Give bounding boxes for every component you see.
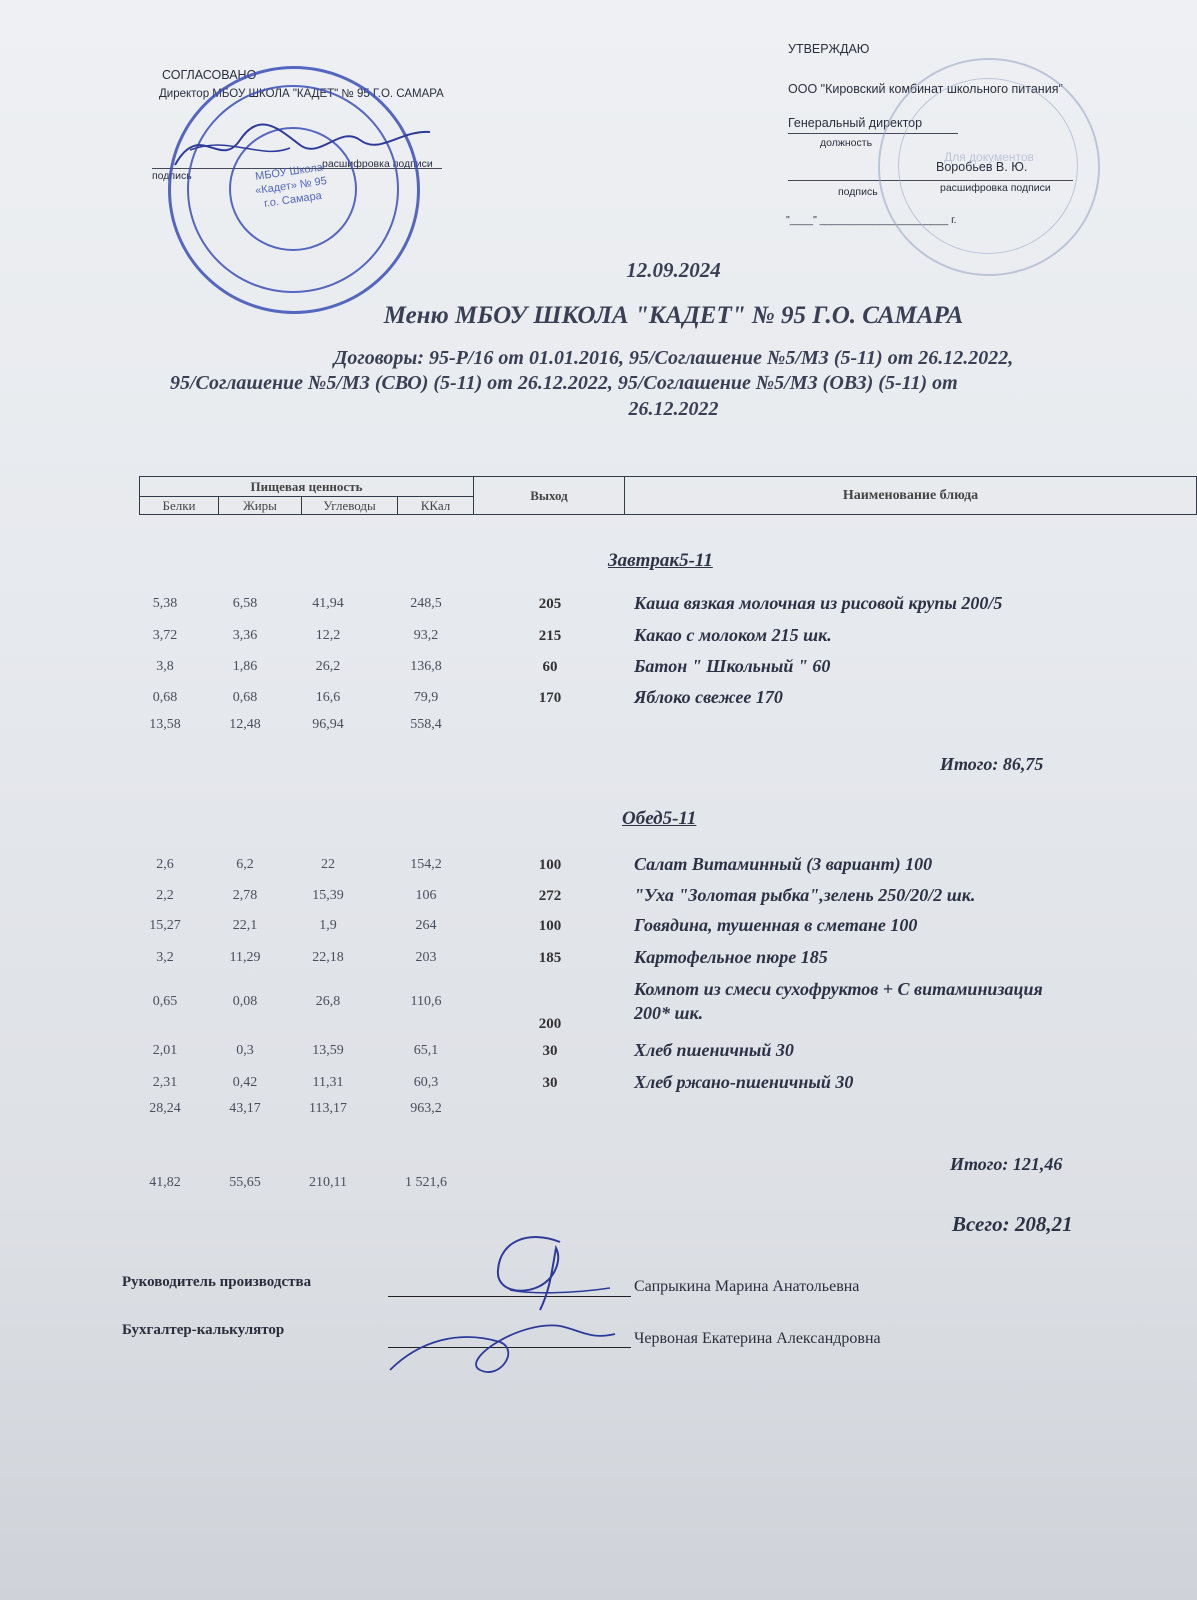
- right-name: Воробьев В. Ю.: [936, 160, 1028, 174]
- table-row: 5,38 6,58 41,94 248,5 205 Каша вязкая молочная из рисовой крупы 200/5: [152, 593, 1003, 613]
- right-sign-caption: подпись: [838, 186, 878, 198]
- table-row: 3,8 1,86 26,2 136,8 60 Батон " Школьный " 60: [156, 656, 831, 676]
- approval-right-title: УТВЕРЖДАЮ: [788, 42, 870, 56]
- header-kcal: ККал: [398, 497, 474, 515]
- grand-total: Всего: 208,21: [952, 1212, 1073, 1236]
- approval-right-position: Генеральный директор: [788, 116, 923, 130]
- signature-name-accountant: Червоная Екатерина Александровна: [634, 1330, 881, 1347]
- header-proteins: Белки: [140, 497, 219, 515]
- table-row: 15,27 22,1 1,9 264 100 Говядина, тушенная в сметане 100: [149, 915, 918, 935]
- approval-left-title: СОГЛАСОВАНО: [162, 68, 257, 82]
- section-breakfast-title: Завтрак5-11: [608, 550, 713, 571]
- grand-sum-row: 41,82 55,65 210,11 1 521,6: [149, 1175, 447, 1190]
- date-line: "____" ______________________ г.: [786, 214, 957, 226]
- header-nutrition: Пищевая ценность: [140, 477, 474, 497]
- seal-left-center-text: МБОУ Школа «Кадет» № 95 г.о. Самара: [254, 161, 328, 210]
- right-position-caption: должность: [820, 137, 873, 149]
- contracts-line-1: Договоры: 95-Р/16 от 01.01.2016, 95/Соглашение №5/МЗ (5-11) от 26.12.2022,: [333, 347, 1014, 369]
- contracts-line-3: 26.12.2022: [628, 398, 719, 420]
- lunch-sum-row: 28,24 43,17 113,17 963,2: [149, 1101, 442, 1116]
- breakfast-total: Итого: 86,75: [940, 754, 1044, 774]
- menu-date: 12.09.2024: [626, 258, 721, 282]
- handwritten-signatures: [380, 1230, 640, 1390]
- seal-right-center-text: Для документов: [944, 150, 1034, 164]
- table-row: 0,65 0,08 26,8 110,6 200 Компот из смеси сухофруктов + С витаминизация 200* шк.: [152, 979, 1043, 1032]
- approval-right-org: ООО "Кировский комбинат школьного питания": [788, 82, 1063, 96]
- table-row: 2,31 0,42 11,31 60,3 30 Хлеб ржано-пшеничный 30: [152, 1072, 854, 1092]
- left-decode-caption: расшифровка подписи: [322, 158, 433, 170]
- table-row: 3,72 3,36 12,2 93,2 215 Какао с молоком 215 шк.: [152, 625, 832, 645]
- signature-role-production: Руководитель производства: [122, 1274, 312, 1290]
- menu-title: Меню МБОУ ШКОЛА "КАДЕТ" № 95 Г.О. САМАРА: [383, 302, 964, 329]
- header-output: Выход: [474, 477, 625, 515]
- table-row: 3,2 11,29 22,18 203 185 Картофельное пюре 185: [156, 947, 828, 967]
- round-seal-right: [878, 58, 1100, 276]
- approval-left-position: Директор МБОУ ШКОЛА "КАДЕТ" № 95 Г.О. САМАРА: [159, 88, 444, 100]
- menu-table-header: [139, 476, 1197, 515]
- header-fats: Жиры: [219, 497, 302, 515]
- table-row: 2,6 6,2 22 154,2 100 Салат Витаминный (3 вариант) 100: [156, 854, 933, 874]
- right-decode-caption: расшифровка подписи: [940, 182, 1051, 194]
- header-carbs: Углеводы: [302, 497, 398, 515]
- header-dish: Наименование блюда: [625, 477, 1197, 515]
- table-row: 2,2 2,78 15,39 106 272 "Уха "Золотая рыбка",зелень 250/20/2 шк.: [156, 885, 976, 905]
- signature-name-production: Сапрыкина Марина Анатольевна: [634, 1278, 860, 1295]
- table-row: 0,68 0,68 16,6 79,9 170 Яблоко свежее 170: [152, 687, 783, 707]
- left-sign-caption: подпись: [152, 170, 192, 182]
- lunch-total: Итого: 121,46: [950, 1154, 1063, 1174]
- director-signature: [170, 110, 440, 180]
- section-lunch-title: Обед5-11: [622, 808, 697, 829]
- breakfast-sum-row: 13,58 12,48 96,94 558,4: [149, 717, 442, 732]
- contracts-line-2: 95/Соглашение №5/МЗ (СВО) (5-11) от 26.12.2022, 95/Соглашение №5/МЗ (ОВЗ) (5-11) от: [170, 372, 958, 394]
- signature-role-accountant: Бухгалтер-калькулятор: [122, 1322, 285, 1338]
- table-row: 2,01 0,3 13,59 65,1 30 Хлеб пшеничный 30: [152, 1040, 794, 1060]
